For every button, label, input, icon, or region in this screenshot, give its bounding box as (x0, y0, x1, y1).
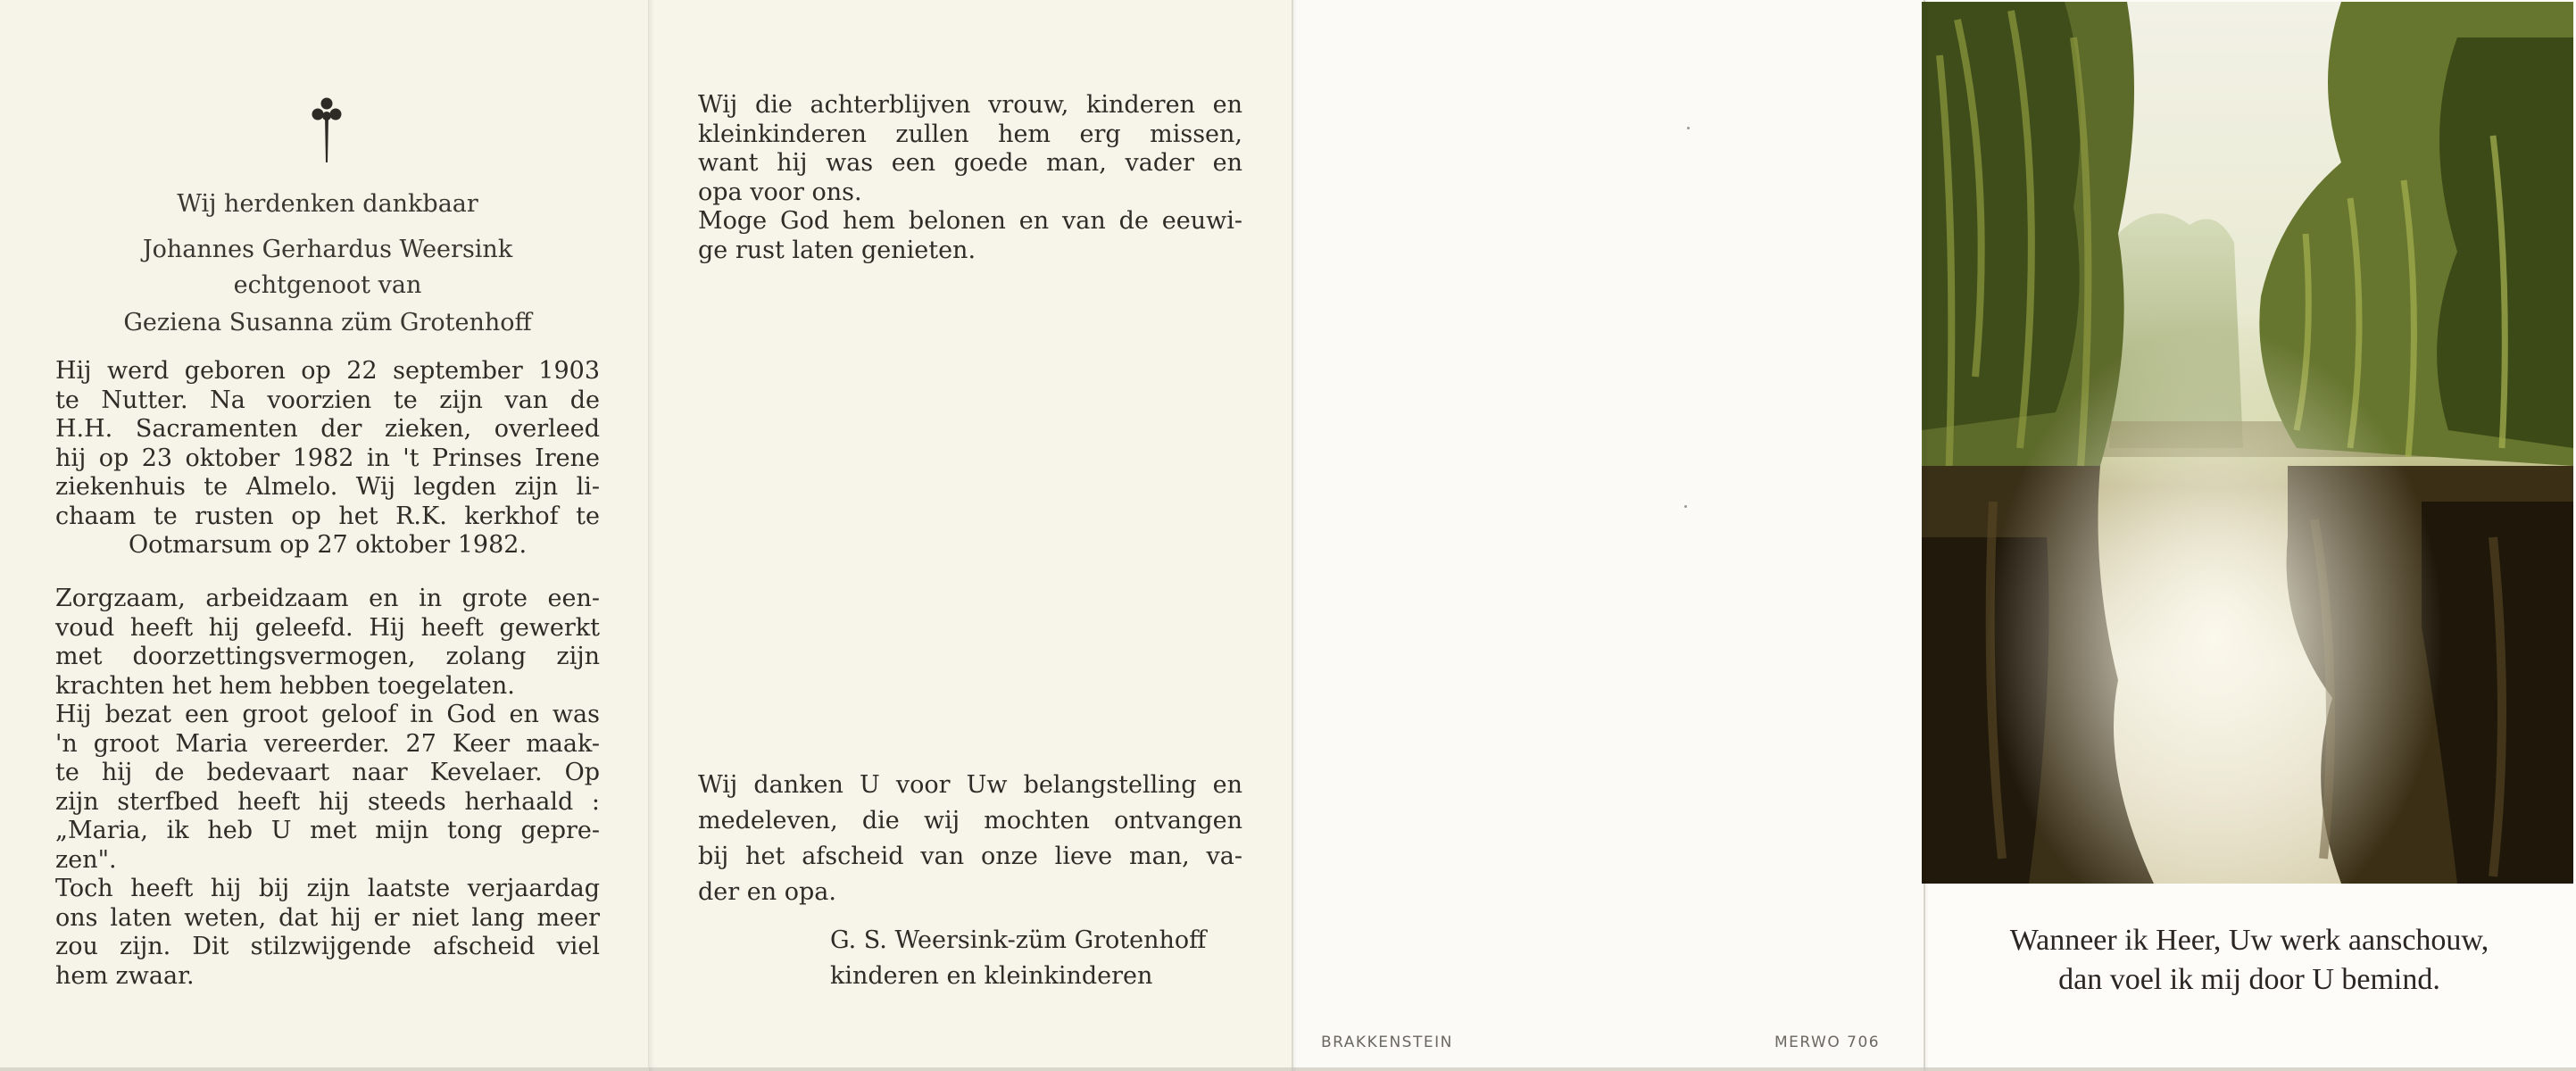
fold-line (649, 0, 654, 1071)
signature-family: kinderen en kleinkinderen (830, 962, 1153, 990)
bio-line: te Nutter. Na voorzien te zijn van de (55, 386, 600, 414)
life-line: 'n groot Maria vereerder. 27 Keer maak- (55, 729, 600, 758)
family-line: want hij was een goede man, vader en (698, 149, 1242, 177)
life-line: „Maria, ik heb U met mijn tong gepre- (55, 817, 600, 844)
panel-obituary (0, 0, 649, 1067)
thanks-line: der en opa. (698, 878, 836, 906)
life-line: zou zijn. Dit stilzwijgende afscheid viel (55, 933, 600, 960)
fold-line (1292, 0, 1297, 1071)
spouse-name: Geziena Susanna züm Grotenhoff (123, 309, 532, 336)
thanks-line: Wij danken U voor Uw belangstelling en (698, 771, 1242, 799)
family-paragraph (698, 91, 1242, 265)
thanks-line: bij het afscheid van onze lieve man, va- (698, 843, 1242, 870)
thanks-paragraph (698, 768, 1242, 910)
poem-line-1: Wanneer ik Heer, Uw werk aanschouw, (2009, 924, 2489, 957)
bio-line: H.H. Sacramenten der zieken, overleed (55, 415, 600, 443)
bio-line: hij op 23 oktober 1982 in 't Prinses Irene (55, 444, 600, 472)
family-line: opa voor ons. (698, 178, 862, 206)
signature-name: G. S. Weersink-züm Grotenhoff (830, 926, 1207, 954)
relation-text: echtgenoot van (233, 271, 422, 299)
life-line: zijn sterfbed heeft hij steeds herhaald : (55, 787, 600, 816)
bio-line: chaam te rusten op het R.K. kerkhof te (55, 502, 600, 530)
family-line: Moge God hem belonen en van de eeuwi- (698, 207, 1242, 235)
paper-speck (1687, 127, 1690, 129)
fold-line (1924, 0, 1929, 1071)
card-code: MERWO 706 (1774, 1034, 1881, 1051)
cross-icon (307, 95, 346, 166)
deceased-name: Johannes Gerhardus Weersink (142, 236, 513, 263)
life-line: krachten het hem hebben toegelaten. (55, 671, 515, 700)
thanks-line: medeleven, die wij mochten ontvangen (698, 807, 1242, 834)
bio-line: Ootmarsum op 27 oktober 1982. (128, 531, 528, 559)
family-line: ge rust laten genieten. (698, 236, 976, 264)
bio-line: ziekenhuis te Almelo. Wij legden zijn li- (55, 473, 600, 501)
panel-blank (1292, 0, 1925, 1067)
life-line: te hij de bedevaart naar Kevelaer. Op (55, 759, 600, 786)
life-line: ons laten weten, dat hij er niet lang meer (55, 903, 600, 932)
biography-paragraph (55, 357, 600, 560)
publisher-label: BRAKKENSTEIN (1321, 1034, 1453, 1051)
poem-line-2: dan voel ik mij door U bemind. (2058, 963, 2440, 996)
life-line: Zorgzaam, arbeidzaam en in grote een- (55, 585, 600, 612)
willow-pond-photo-icon (1922, 2, 2573, 884)
life-paragraph (55, 585, 600, 991)
life-line: voud heeft hij geleefd. Hij heeft gewerkt (55, 613, 600, 642)
bio-line: Hij werd geboren op 22 september 1903 (55, 357, 600, 385)
life-line: Toch heeft hij bij zijn laatste verjaardag (55, 875, 600, 902)
intro-text: Wij herdenken dankbaar (177, 190, 478, 218)
life-line: Hij bezat een groot geloof in God en was (55, 701, 600, 728)
family-line: kleinkinderen zullen hem erg missen, (698, 120, 1242, 148)
family-line: Wij die achterblijven vrouw, kinderen en (698, 91, 1242, 119)
paper-speck (1684, 505, 1687, 508)
life-line: zen". (55, 845, 117, 874)
life-line: hem zwaar. (55, 961, 195, 990)
life-line: met doorzettingsvermogen, zolang zijn (55, 643, 600, 670)
